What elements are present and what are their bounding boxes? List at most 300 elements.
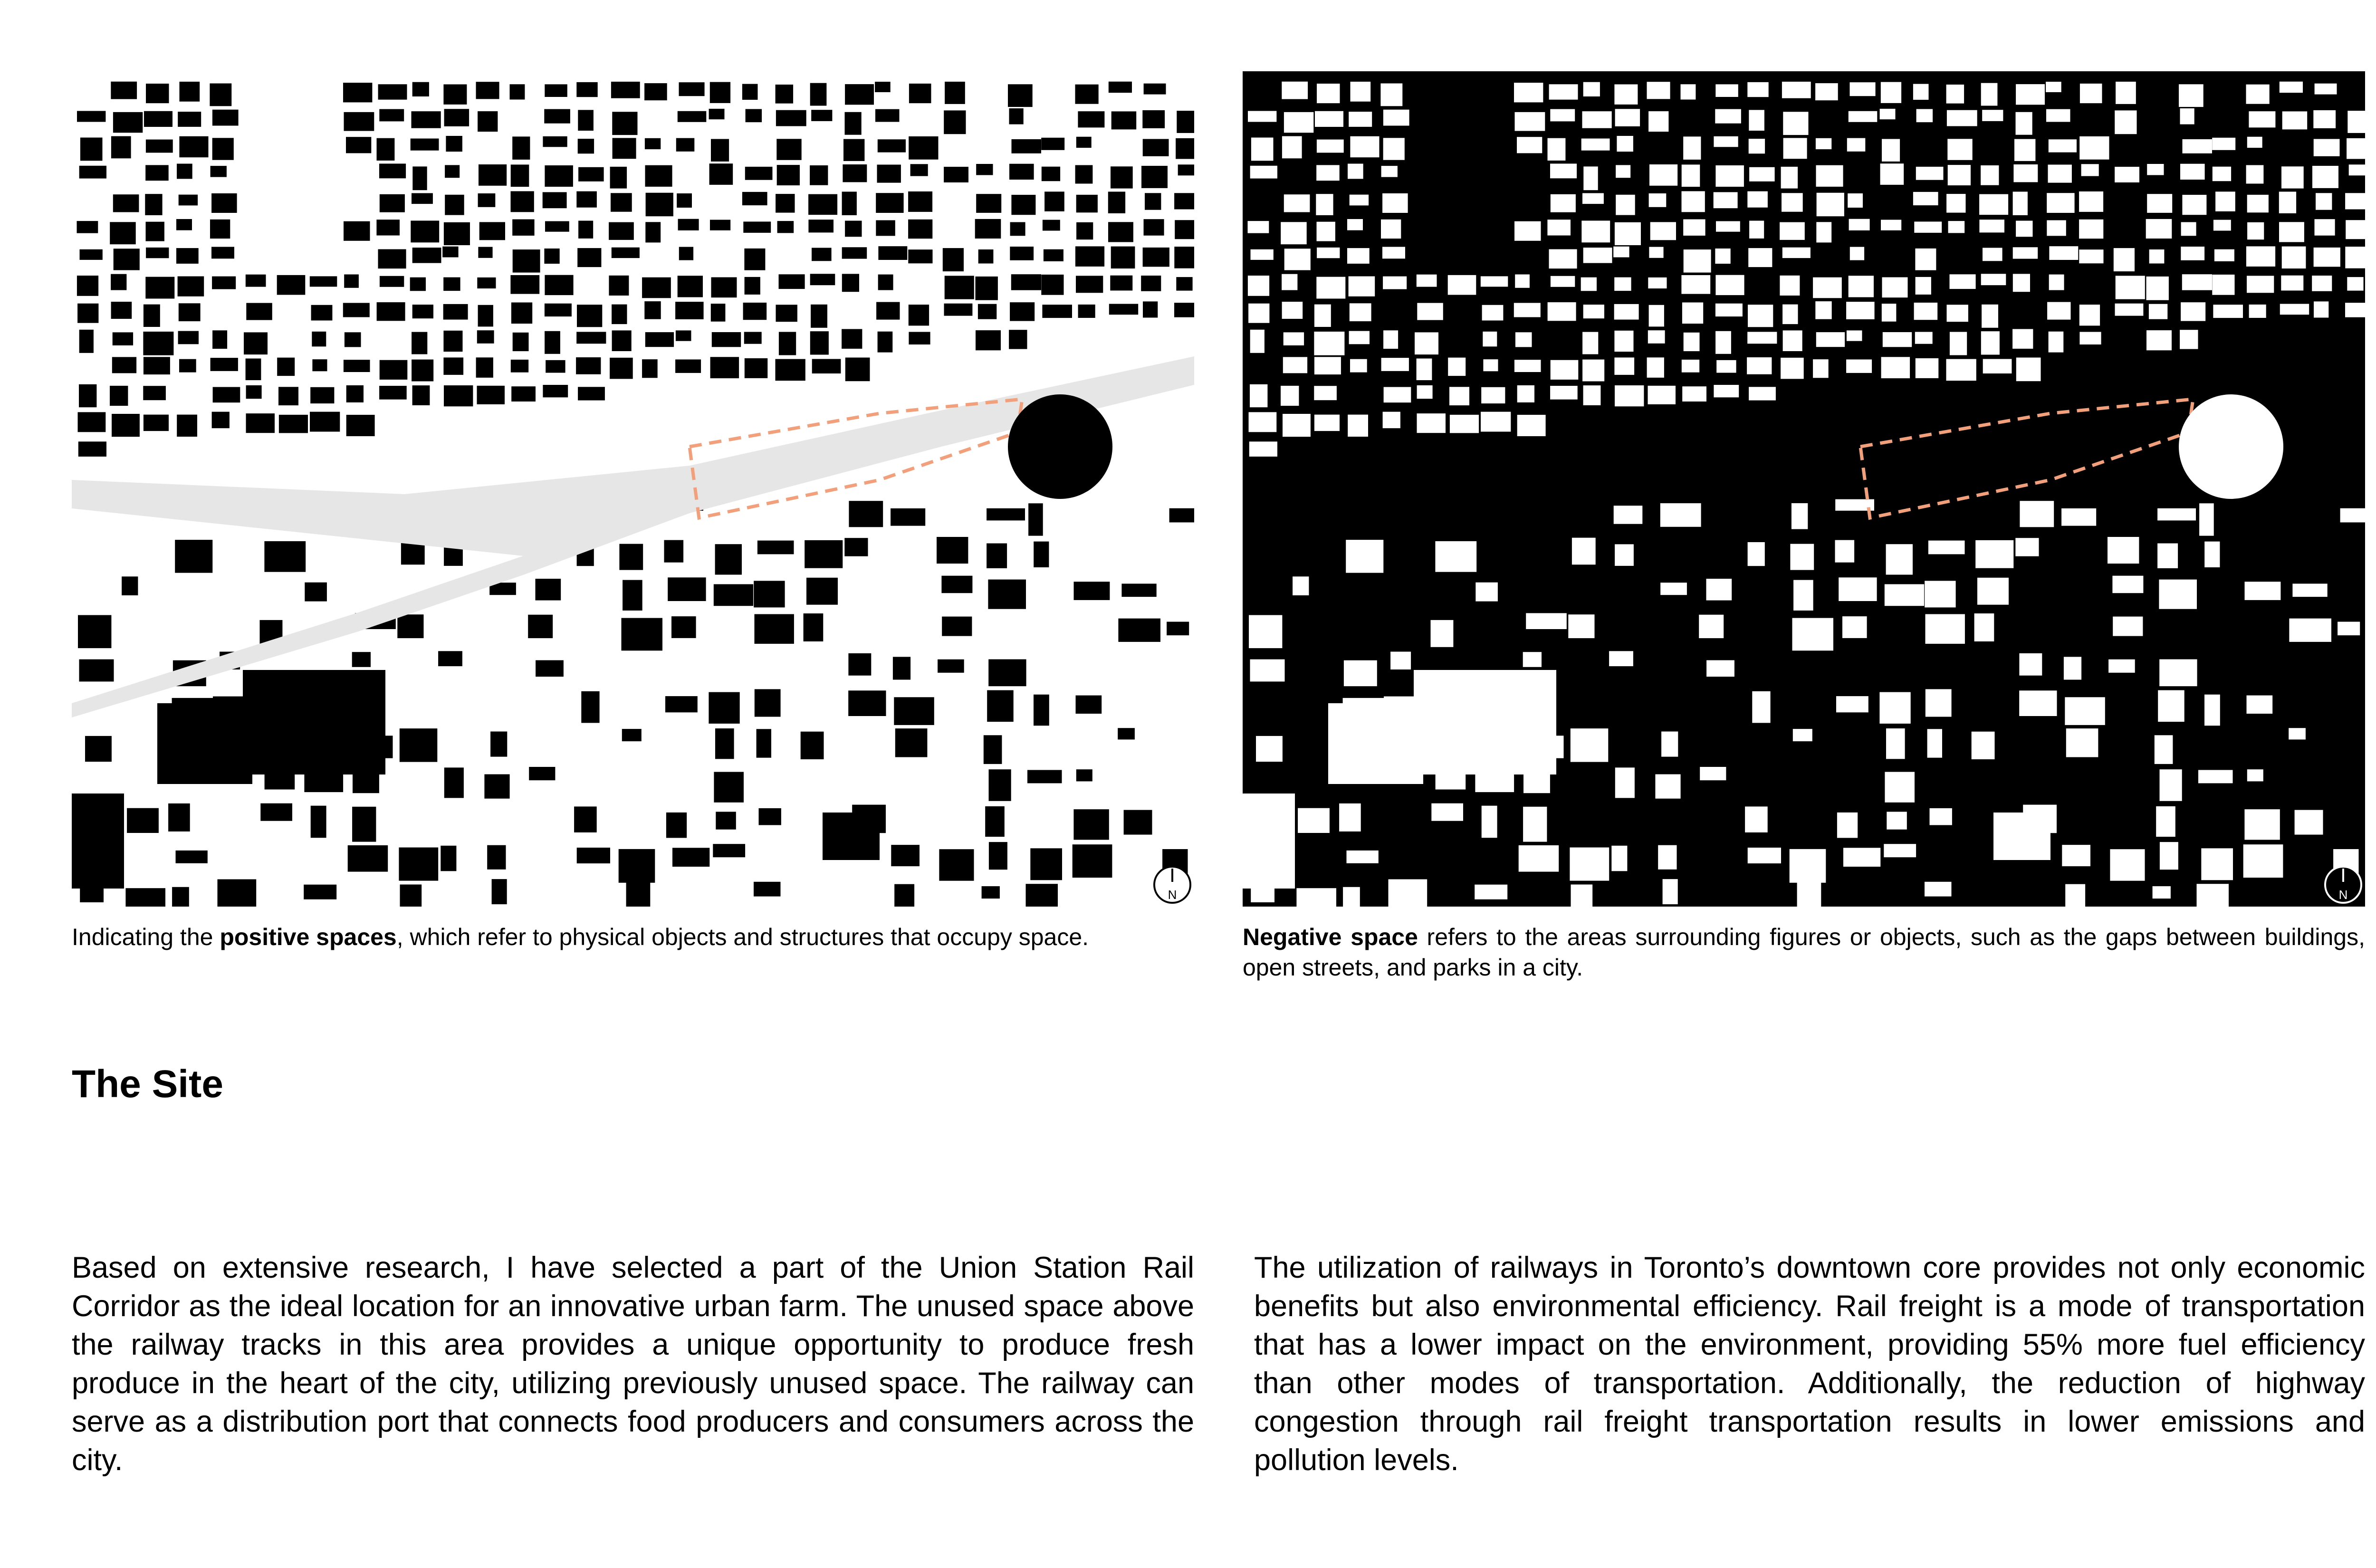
building-footprint	[1011, 274, 1041, 290]
building-footprint	[744, 332, 762, 344]
building-footprint	[711, 304, 726, 322]
building-footprint	[218, 880, 257, 907]
building-footprint	[545, 275, 573, 295]
building-footprint	[1581, 277, 1597, 291]
building-footprint	[1715, 275, 1744, 295]
building-footprint	[2197, 884, 2229, 907]
building-footprint	[1649, 247, 1663, 258]
building-footprint	[2180, 108, 2194, 124]
building-footprint	[1581, 139, 1610, 151]
building-footprint	[1250, 330, 1265, 353]
building-footprint	[1383, 277, 1407, 289]
building-footprint	[113, 112, 143, 133]
building-footprint	[343, 303, 370, 317]
building-footprint	[1111, 166, 1133, 188]
building-footprint	[1109, 304, 1138, 315]
building-footprint	[2015, 538, 2039, 556]
building-footprint	[179, 195, 198, 206]
building-footprint	[666, 813, 687, 838]
building-footprint	[1283, 357, 1307, 373]
building-footprint	[878, 246, 907, 260]
building-footprint	[1344, 660, 1377, 687]
building-footprint	[679, 82, 705, 96]
building-footprint	[2345, 303, 2365, 317]
building-footprint	[811, 305, 827, 328]
building-footprint	[1983, 248, 2002, 261]
building-footprint	[2146, 277, 2169, 300]
building-footprint	[80, 249, 103, 260]
building-footprint	[2115, 304, 2144, 316]
building-footprint	[744, 249, 765, 270]
building-footprint	[112, 357, 136, 373]
building-footprint	[1075, 246, 1104, 267]
building-footprint	[1383, 138, 1405, 160]
building-footprint	[1847, 138, 1866, 152]
building-footprint	[1747, 82, 1768, 97]
building-footprint	[1582, 111, 1612, 128]
building-footprint	[677, 193, 692, 208]
building-footprint	[411, 139, 439, 151]
building-footprint	[1975, 540, 2013, 568]
building-footprint	[1141, 166, 1168, 188]
building-footprint	[645, 138, 661, 149]
building-footprint	[808, 194, 837, 215]
building-footprint	[1296, 888, 1336, 907]
building-footprint	[444, 109, 469, 126]
building-footprint	[945, 82, 965, 104]
building-footprint	[2157, 544, 2178, 568]
building-footprint	[944, 304, 973, 316]
building-footprint	[1549, 84, 1578, 99]
building-footprint	[745, 277, 760, 295]
building-footprint	[1981, 165, 1999, 185]
building-footprint	[1178, 164, 1194, 175]
building-footprint	[543, 385, 568, 397]
building-footprint	[211, 193, 237, 213]
building-footprint	[848, 690, 886, 716]
building-footprint	[2020, 501, 2054, 527]
building-footprint	[1913, 84, 1929, 100]
building-footprint	[1682, 360, 1699, 373]
building-footprint	[944, 110, 966, 134]
building-footprint	[511, 360, 528, 373]
building-footprint	[1448, 358, 1466, 376]
building-footprint	[2314, 139, 2340, 156]
building-footprint	[754, 882, 781, 897]
building-footprint	[1293, 576, 1309, 595]
building-footprint	[1616, 195, 1635, 215]
building-footprint	[143, 386, 166, 400]
building-footprint	[1792, 503, 1808, 529]
building-footprint	[544, 109, 570, 124]
building-footprint	[2245, 582, 2281, 600]
building-footprint	[212, 412, 230, 429]
building-footprint	[2199, 503, 2214, 535]
building-footprint	[805, 540, 843, 568]
building-footprint	[842, 274, 859, 292]
building-footprint	[1879, 692, 1910, 724]
building-footprint	[412, 166, 427, 190]
building-footprint	[2198, 770, 2233, 784]
building-footprint	[1681, 275, 1710, 294]
building-footprint	[2115, 110, 2136, 134]
building-footprint	[79, 166, 106, 179]
building-footprint	[487, 845, 506, 870]
building-footprint	[168, 803, 190, 832]
building-footprint	[1248, 276, 1269, 296]
building-footprint	[304, 885, 336, 899]
building-footprint	[2345, 193, 2365, 209]
paragraph-rail-benefits: The utilization of railways in Toronto’s downtown core provides not only economic benefits but also environmental efficiency. Rail freight is a mode of transportation that has a lower impact on the environment, providing 55% more fuel efficiency than other modes of transportation. Additionally, the reduction of highway congestion through rail freight transportation results in lower emissions and pollution levels.	[1254, 1251, 2365, 1477]
building-footprint	[672, 848, 709, 867]
building-footprint	[1972, 732, 1995, 759]
building-footprint	[78, 441, 106, 457]
building-footprint	[1549, 249, 1577, 269]
building-footprint	[612, 305, 627, 325]
building-footprint	[212, 110, 239, 126]
building-footprint	[244, 332, 268, 354]
building-footprint	[179, 303, 201, 321]
building-footprint	[776, 359, 805, 381]
building-footprint	[842, 329, 862, 349]
building-footprint	[264, 541, 306, 572]
building-footprint	[1887, 812, 1907, 829]
building-footprint	[843, 139, 864, 161]
building-footprint	[1515, 332, 1532, 347]
building-footprint	[1614, 506, 1643, 524]
building-footprint	[845, 358, 870, 382]
building-footprint	[678, 219, 699, 230]
building-footprint	[344, 275, 359, 288]
building-footprint	[380, 194, 405, 212]
building-footprint	[310, 387, 334, 403]
building-footprint	[80, 887, 104, 902]
building-footprint	[1027, 770, 1062, 784]
building-footprint	[893, 657, 910, 679]
building-footprint	[714, 772, 744, 803]
building-footprint	[1882, 277, 1908, 298]
building-footprint	[1350, 136, 1379, 157]
building-footprint	[1481, 276, 1508, 287]
building-footprint	[2280, 82, 2303, 93]
building-footprint	[1251, 138, 1274, 161]
building-footprint	[908, 249, 932, 263]
building-footprint	[1881, 82, 1901, 103]
building-footprint	[2079, 332, 2101, 345]
section-title: The Site	[72, 1062, 223, 1106]
building-footprint	[1349, 112, 1372, 127]
building-footprint	[2159, 580, 2197, 609]
building-footprint	[2066, 728, 2098, 757]
building-footprint	[511, 386, 536, 402]
building-footprint	[1700, 767, 1726, 780]
building-footprint	[157, 703, 252, 784]
building-footprint	[1316, 194, 1333, 215]
building-footprint	[2108, 660, 2135, 673]
building-footprint	[2315, 219, 2335, 236]
building-footprint	[379, 386, 407, 400]
building-footprint	[246, 385, 262, 399]
building-footprint	[1815, 83, 1838, 100]
building-footprint	[644, 83, 667, 100]
building-footprint	[2181, 247, 2204, 260]
building-footprint	[446, 136, 462, 152]
building-footprint	[513, 333, 529, 351]
building-footprint	[1660, 583, 1687, 595]
building-footprint	[511, 303, 532, 324]
building-footprint	[511, 164, 529, 187]
building-footprint	[278, 387, 298, 405]
building-footprint	[1350, 359, 1367, 373]
building-footprint	[2012, 329, 2033, 349]
building-footprint	[1514, 360, 1541, 372]
building-footprint	[146, 248, 169, 258]
building-footprint	[2183, 139, 2213, 153]
building-footprint	[757, 541, 794, 555]
building-footprint	[2019, 653, 2042, 676]
building-footprint	[1550, 386, 1578, 400]
building-footprint	[1124, 810, 1152, 835]
building-footprint	[776, 85, 794, 104]
caption-bold-term: positive spaces	[220, 924, 397, 950]
building-footprint	[1916, 167, 1944, 180]
building-footprint	[1583, 248, 1612, 263]
building-footprint	[1284, 112, 1313, 133]
building-footprint	[909, 136, 938, 160]
building-footprint	[212, 138, 234, 160]
building-footprint	[1649, 164, 1677, 186]
building-footprint	[1682, 191, 1705, 212]
building-footprint	[1256, 736, 1283, 762]
building-footprint	[445, 195, 464, 215]
building-footprint	[478, 305, 493, 327]
building-footprint	[1613, 247, 1629, 258]
building-footprint	[2079, 136, 2109, 160]
building-footprint	[2046, 82, 2061, 92]
building-footprint	[1381, 166, 1398, 177]
building-footprint	[2014, 139, 2035, 161]
building-footprint	[891, 508, 925, 526]
building-footprint	[380, 360, 408, 380]
building-footprint	[2282, 247, 2306, 269]
building-footprint	[1846, 302, 1875, 319]
building-footprint	[2048, 165, 2072, 183]
building-footprint	[1281, 386, 1299, 406]
building-footprint	[581, 691, 599, 723]
building-footprint	[942, 617, 972, 636]
building-footprint	[849, 501, 883, 527]
building-footprint	[1349, 331, 1370, 344]
building-footprint	[2314, 301, 2328, 317]
building-footprint	[1041, 275, 1063, 295]
building-footprint	[1748, 305, 1773, 327]
building-footprint	[1142, 110, 1165, 128]
building-footprint	[806, 578, 838, 605]
building-footprint	[908, 220, 932, 239]
building-footprint	[1979, 220, 2004, 232]
building-footprint	[895, 728, 928, 757]
building-footprint	[145, 277, 174, 299]
building-footprint	[1143, 248, 1169, 267]
caption-text: refers to the areas surrounding figures or objects, such as the gaps between buildings, open streets, and parks in a city.	[1243, 924, 2365, 981]
building-footprint	[512, 220, 534, 236]
building-footprint	[578, 167, 604, 182]
building-footprint	[710, 82, 730, 103]
building-footprint	[512, 136, 530, 160]
building-footprint	[2281, 276, 2303, 291]
building-footprint	[2204, 695, 2220, 726]
positive-space-map	[72, 71, 1194, 907]
building-footprint	[810, 331, 829, 354]
building-footprint	[1915, 249, 1936, 270]
building-footprint	[1010, 247, 1034, 260]
building-footprint	[545, 304, 572, 316]
building-footprint	[2295, 810, 2323, 835]
building-footprint	[1926, 614, 1965, 644]
building-footprint	[1647, 82, 1670, 99]
building-footprint	[1915, 332, 1933, 344]
building-footprint	[412, 82, 429, 96]
building-footprint	[757, 729, 771, 757]
building-footprint	[876, 220, 895, 236]
building-footprint	[212, 330, 227, 349]
building-footprint	[146, 140, 173, 153]
building-footprint	[1380, 84, 1402, 106]
building-footprint	[1660, 503, 1701, 527]
caption-negative-space	[1243, 922, 2365, 983]
building-footprint	[510, 275, 539, 294]
building-footprint	[777, 165, 800, 185]
building-footprint	[745, 358, 768, 378]
building-footprint	[642, 277, 671, 298]
building-footprint	[1615, 385, 1644, 406]
building-footprint	[1815, 301, 1831, 319]
building-footprint	[1886, 728, 1905, 759]
building-footprint	[1550, 163, 1577, 178]
building-footprint	[477, 386, 505, 404]
building-footprint	[678, 111, 707, 122]
building-footprint	[976, 194, 1001, 213]
building-footprint	[1282, 274, 1297, 290]
building-footprint	[2279, 191, 2296, 213]
building-footprint	[1648, 330, 1665, 344]
building-footprint	[1792, 618, 1834, 651]
building-footprint	[1782, 248, 1811, 258]
building-footprint	[776, 305, 797, 322]
building-footprint	[1749, 387, 1776, 400]
building-footprint	[2247, 195, 2269, 212]
building-footprint	[842, 191, 857, 215]
building-footprint	[1548, 138, 1566, 161]
building-footprint	[877, 165, 901, 183]
building-footprint	[894, 697, 934, 725]
building-footprint	[937, 537, 968, 564]
building-footprint	[811, 110, 832, 121]
building-footprint	[1076, 222, 1093, 239]
building-footprint	[348, 845, 388, 872]
building-footprint	[2114, 248, 2135, 271]
building-footprint	[776, 110, 806, 126]
building-footprint	[1916, 277, 1931, 295]
building-footprint	[2110, 849, 2145, 881]
building-footprint	[122, 576, 138, 595]
building-footprint	[479, 164, 507, 186]
building-footprint	[1144, 219, 1164, 236]
building-footprint	[1248, 221, 1269, 233]
building-footprint	[478, 111, 498, 132]
building-footprint	[1346, 540, 1383, 573]
building-footprint	[2246, 85, 2270, 104]
building-footprint	[1075, 165, 1093, 184]
building-footprint	[875, 109, 900, 122]
building-footprint	[976, 164, 993, 175]
building-footprint	[2347, 277, 2363, 291]
building-footprint	[2047, 193, 2074, 213]
building-footprint	[2180, 330, 2198, 349]
building-footprint	[578, 110, 594, 131]
building-footprint	[1384, 387, 1411, 403]
building-footprint	[1417, 275, 1437, 287]
building-footprint	[1448, 275, 1476, 295]
building-footprint	[478, 247, 492, 258]
building-footprint	[746, 109, 762, 123]
building-footprint	[1715, 249, 1730, 264]
building-footprint	[1483, 359, 1498, 371]
building-footprint	[944, 167, 968, 182]
building-footprint	[1648, 111, 1668, 132]
building-footprint	[876, 302, 900, 320]
building-footprint	[125, 888, 165, 907]
building-footprint	[1034, 542, 1049, 567]
building-footprint	[311, 305, 333, 321]
building-footprint	[1615, 109, 1640, 126]
building-footprint	[1614, 304, 1639, 320]
building-footprint	[985, 806, 1005, 837]
building-footprint	[1839, 577, 1877, 601]
building-footprint	[1547, 220, 1571, 235]
building-footprint	[1663, 879, 1678, 904]
building-footprint	[642, 359, 658, 378]
building-footprint	[2247, 222, 2264, 239]
building-footprint	[1282, 136, 1302, 159]
building-footprint	[1752, 691, 1770, 723]
building-footprint	[1034, 695, 1049, 726]
north-arrow-icon	[2325, 867, 2361, 903]
building-footprint	[984, 735, 1002, 764]
building-footprint	[711, 139, 729, 162]
building-footprint	[144, 357, 170, 374]
building-footprint	[1706, 579, 1732, 601]
building-footprint	[1885, 584, 1924, 606]
building-footprint	[611, 193, 632, 211]
building-footprint	[1974, 613, 1994, 641]
building-footprint	[380, 276, 404, 287]
building-footprint	[145, 194, 162, 215]
building-footprint	[1683, 136, 1701, 160]
building-footprint	[878, 332, 893, 353]
building-footprint	[144, 415, 169, 431]
building-footprint	[144, 305, 160, 327]
building-footprint	[1716, 360, 1736, 373]
building-footprint	[1514, 221, 1541, 241]
negative-space-map	[1243, 71, 2365, 907]
building-footprint	[1008, 84, 1033, 107]
building-footprint	[2149, 249, 2165, 264]
building-footprint	[1714, 385, 1739, 397]
building-footprint	[709, 163, 733, 185]
building-footprint	[1009, 108, 1024, 124]
building-footprint	[1381, 220, 1401, 239]
